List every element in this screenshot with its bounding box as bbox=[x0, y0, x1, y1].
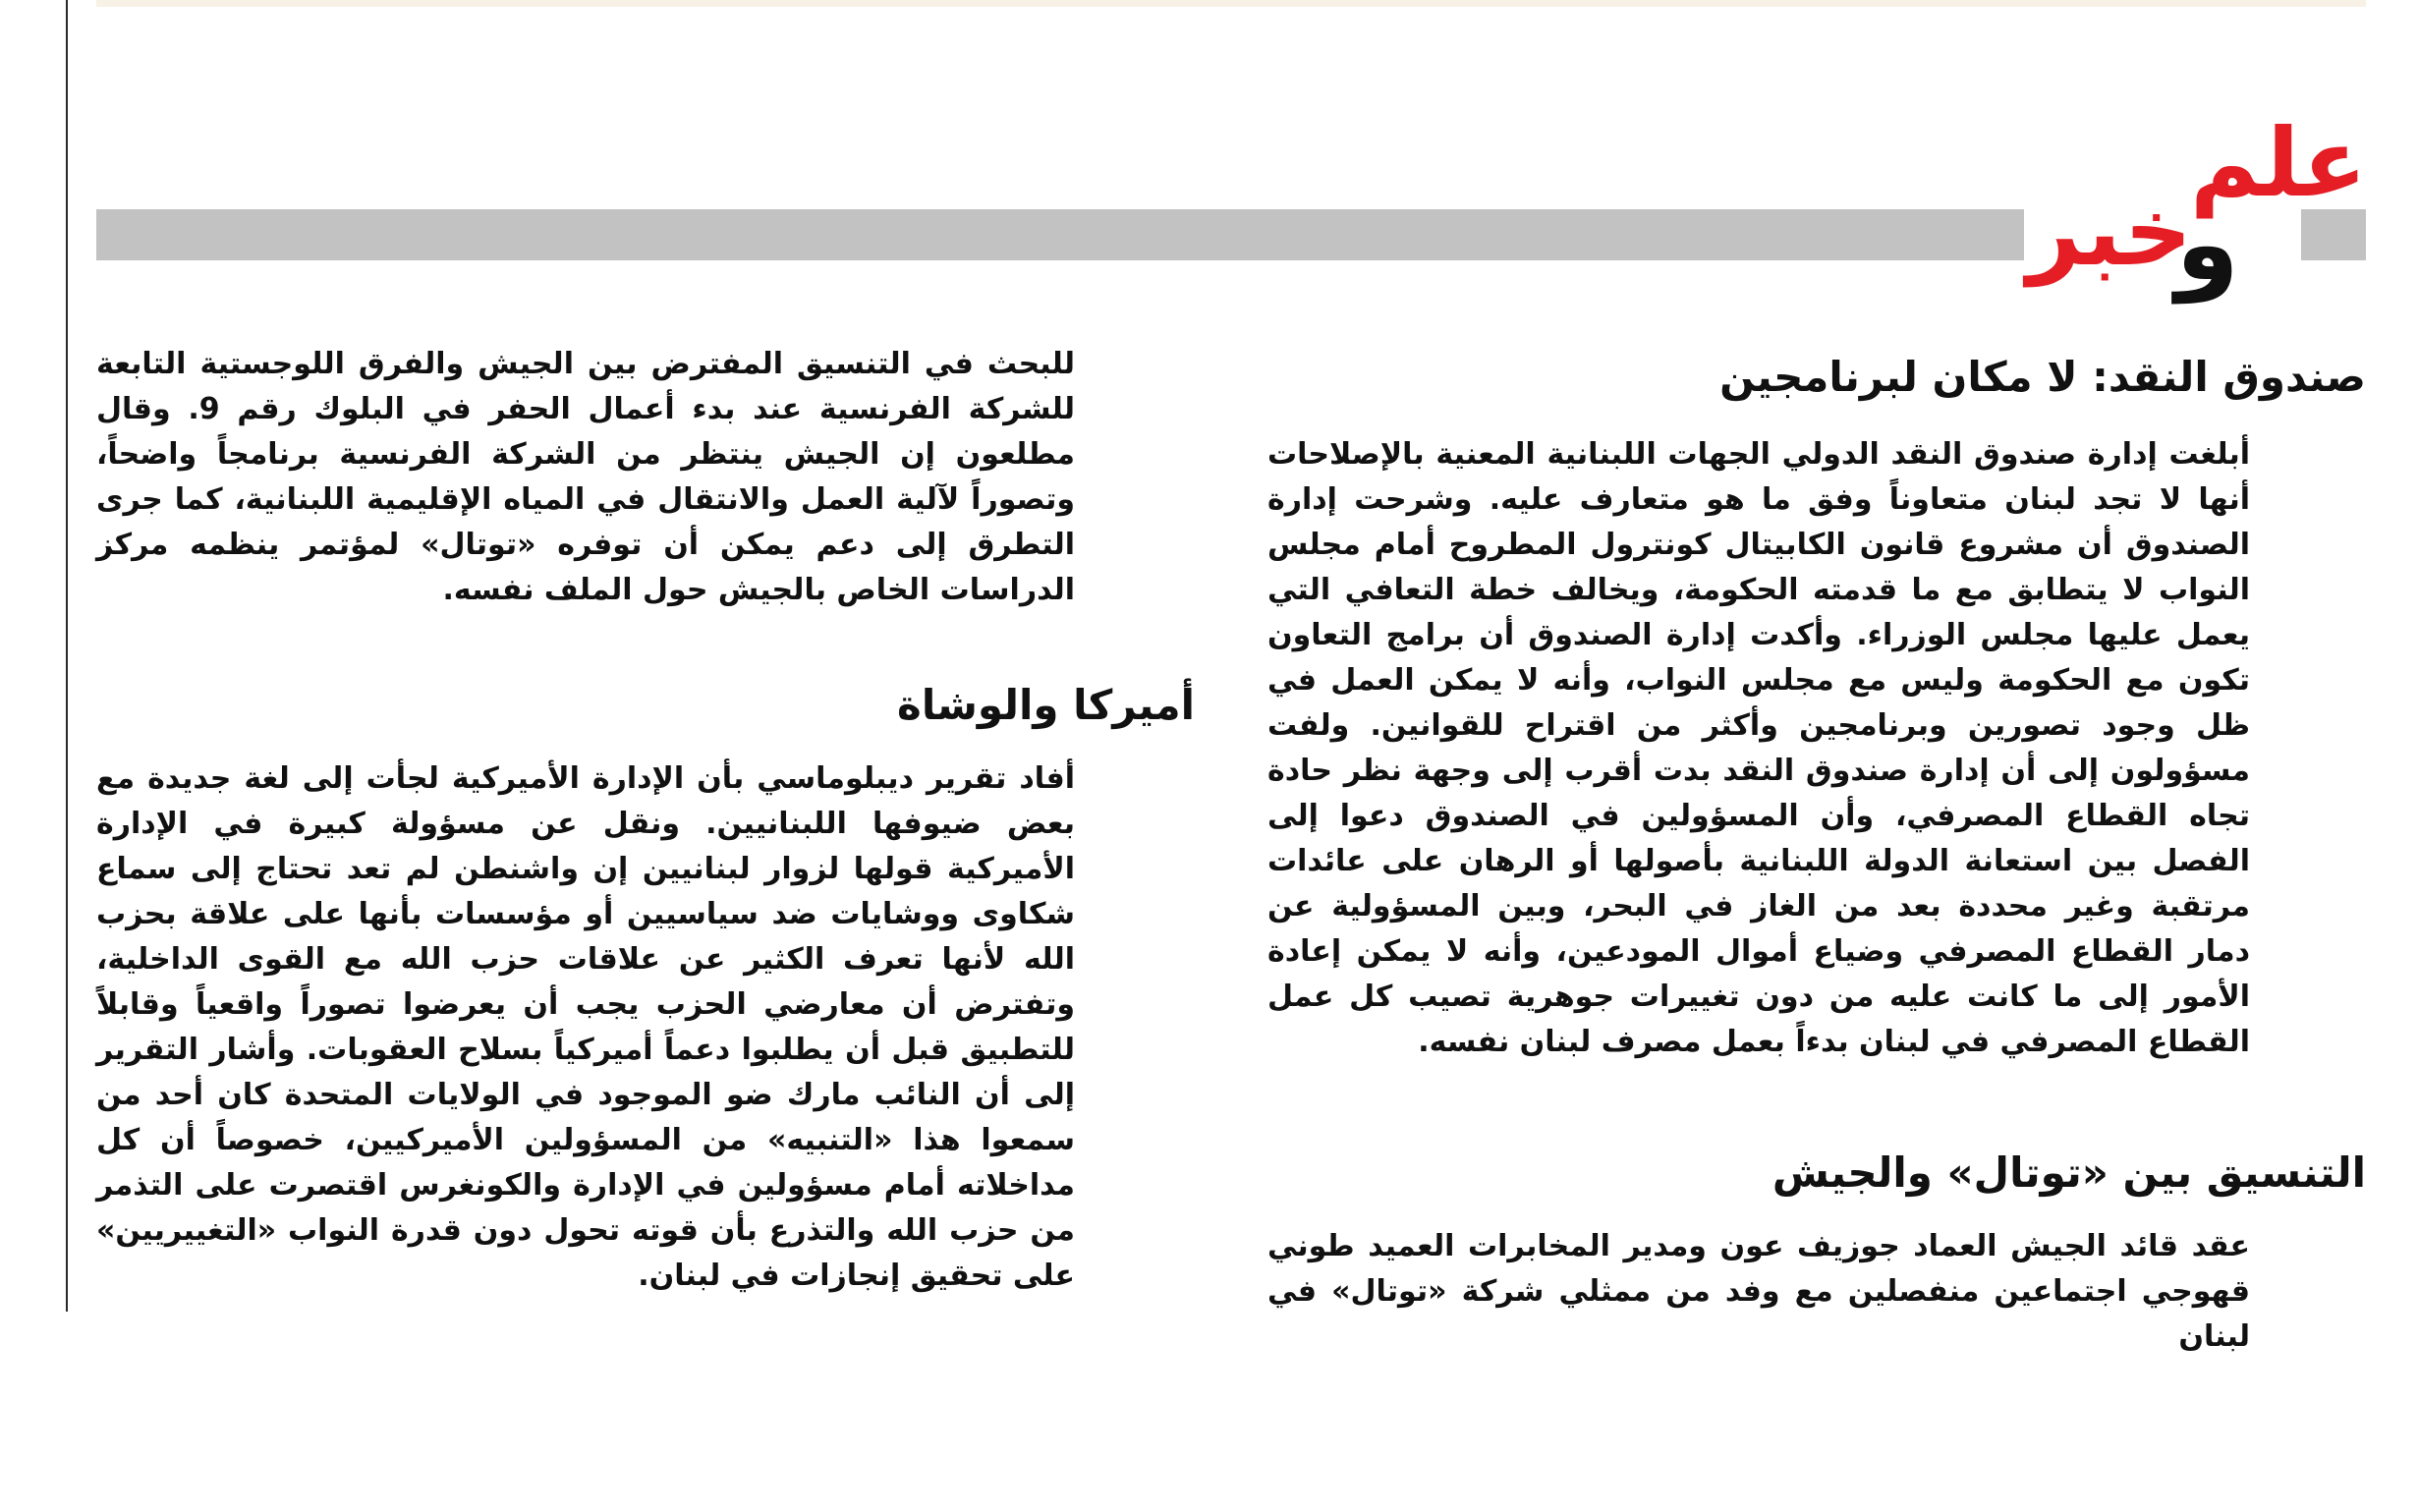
section-logo bbox=[2026, 108, 2367, 304]
column-rule bbox=[66, 0, 68, 1312]
article-title-imf: صندوق النقد: لا مكان لبرنامجين bbox=[1719, 353, 2366, 401]
article-body-total-part1: عقد قائد الجيش العماد جوزيف عون ومدير المخابرات العميد طوني قهوجي اجتماعين منفصلين مع وفد من ممثلي شركة «توتال» في لبنان bbox=[1267, 1229, 2250, 1354]
top-strip bbox=[96, 0, 2366, 7]
logo-word-top: علم bbox=[2189, 108, 2367, 218]
section-header-bar bbox=[96, 209, 2024, 260]
logo-connector: و bbox=[2175, 184, 2239, 304]
article-body-total-part2: للبحث في التنسيق المفترض بين الجيش والفرق اللوجستية التابعة للشركة الفرنسية عند بدء أعمال الحفر في البلوك رقم 9. وقال مطلعون إن الجيش ينتظر من الشركة الفرنسية برنامجاً واضحاً، وتصوراً لآلية العمل والانتقال في المياه الإقليمية اللبنانية، كما جرى التطرق إلى دعم يمكن أن توفره «توتال» لمؤتمر ينظمه مركز الدراسات الخاص بالجيش حول الملف نفسه. bbox=[96, 347, 1075, 607]
article-title-total: التنسيق بين «توتال» والجيش bbox=[1771, 1148, 2366, 1197]
logo-word-bottom: خبر bbox=[2026, 177, 2192, 287]
article-body-imf: أبلغت إدارة صندوق النقد الدولي الجهات اللبنانية المعنية بالإصلاحات أنها لا تجد لبنان متعاوناً وفق ما هو متعارف عليه. وشرحت إدارة الصندوق أن مشروع قانون الكابيتال كونترول المطروح أمام مجلس النواب لا يتطابق مع ما قدمته الحكومة، ويخالف خطة التعافي التي يعمل عليها مجلس الوزراء. وأكدت إدارة الصندوق أن برامج التعاون تكون مع الحكومة وليس مع مجلس النواب، وأنه لا يمكن العمل في ظل وجود تصورين وبرنامجين وأكثر من اقتراح للقوانين. ولفت مسؤولون إلى أن إدارة صندوق النقد بدت أقرب إلى وجهة نظر حادة تجاه القطاع المصرفي، وأن المسؤولين في الصندوق دعوا إلى الفصل بين استعانة الدولة اللبنانية بأصولها أو الرهان على عائدات مرتقبة وغير محددة بعد من الغاز في البحر، وبين المسؤولية عن دمار القطاع المصرفي وضياع أموال المودعين، وأنه لا يمكن إعادة الأمور إلى ما كانت عليه من دون تغييرات جوهرية تصيب كل عمل القطاع المصرفي في لبنان بدءاً بعمل مصرف لبنان نفسه. bbox=[1267, 437, 2250, 1059]
article-title-america: أميركا والوشاة bbox=[897, 681, 1195, 729]
article-body-america: أفاد تقرير ديبلوماسي بأن الإدارة الأميركية لجأت إلى لغة جديدة مع بعض ضيوفها اللبنانيين. ونقل عن مسؤولة كبيرة في الإدارة الأميركية قولها لزوار لبنانيين إن واشنطن لم تعد تحتاج إلى سماع شكاوى ووشايات ضد سياسيين أو مؤسسات بأنها على علاقة بحزب الله لأنها تعرف الكثير عن علاقات حزب الله مع القوى الداخلية، وتفترض أن معارضي الحزب يجب أن يعرضوا تصوراً واقعياً وقابلاً للتطبيق قبل أن يطلبوا دعماً أميركياً بسلاح العقوبات. وأشار التقرير إلى أن النائب مارك ضو الموجود في الولايات المتحدة كان أحد من سمعوا هذا «التنبيه» من المسؤولين الأميركيين، خصوصاً أن كل مداخلاته أمام مسؤولين في الإدارة والكونغرس اقتصرت على التذمر من حزب الله والتذرع بأن قوته تحول دون قدرة النواب «التغييريين» على تحقيق إنجازات في لبنان. bbox=[96, 761, 1075, 1293]
